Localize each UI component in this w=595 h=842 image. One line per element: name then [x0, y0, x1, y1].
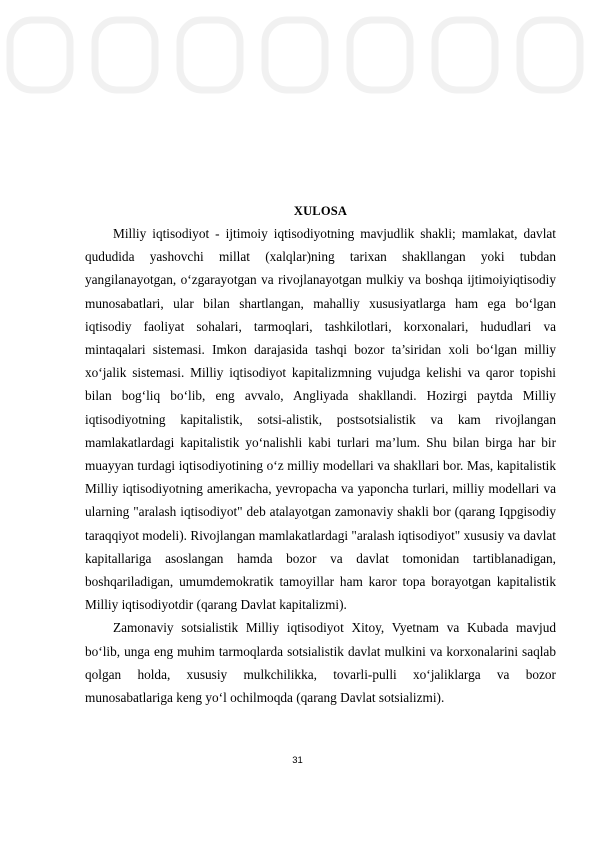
paragraph-1: Milliy iqtisodiyot - ijtimoiy iqtisodiyotning mavjudlik shakli; mamlakat, davlat qududida yashovchi millat (xalqlar)ning tarixan shakllangan yoki tubdan yangilanayotgan, o‘zgarayotgan va rivojlanayotgan mulkiy va boshqa ijtimoiyiqtisodiy munosabatlari, ular bilan shartlangan, mahalliy xususiyatlarga ham ega bo‘lgan iqtisodiy faoliyat sohalari, tarmoqlari, tashkilotlari, korxonalari, hududlari va mintaqalari sistemasi. Imkon darajasida tashqi bozor ta’siridan xoli bo‘lgan milliy xo‘jalik sistemasi. Milliy iqtisodiyot kapitalizmning vujudga kelishi va qaror topishi bilan bog‘liq bo‘lib, eng avvalo, Angliyada shakllandi. Hozirgi paytda Milliy iqtisodiyotning kapitalistik, sotsi-alistik, postsotsialistik va kam rivojlangan mamlakatlardagi kapitalistik yo‘nalishli kabi turlari ma’lum. Shu bilan birga har bir muayyan turdagi iqtisodiyotining o‘z milliy modellari va shakllari bor. Mas, kapitalistik Milliy iqtisodiyotning amerikacha, yevropacha va yaponcha turlari, milliy modellari va ularning "aralash iqtisodiyot" deb atalayotgan zamonaviy shakli bor (qarang Iqpgisodiy taraqqiyot modeli). Rivojlangan mamlakatlardagi "aralash iqtisodiyot" xususiy va davlat kapitallariga asoslangan hamda bozor va davlat tomonidan tartiblanadigan, boshqariladigan, umumdemokratik tamoyillar ham karor topa borayotgan kapitalistik Milliy iqtisodiyotdir (qarang Davlat kapitalizmi).	[85, 226, 556, 613]
page-body	[85, 200, 556, 709]
section-title: XULOSA	[293, 204, 348, 218]
paragraph-2: Zamonaviy sotsialistik Milliy iqtisodiyot Xitoy, Vyetnam va Kubada mavjud bo‘lib, unga eng muhim tarmoqlarda sotsialistik davlat mulkini va korxonalarini saqlab qolgan holda, xususiy mulkchilikka, tovarli-pulli xo‘jaliklarga va bozor munosabatlariga keng yo‘l ochilmoqda (qarang Davlat sotsializmi).	[85, 620, 556, 706]
watermark-pattern	[0, 0, 595, 160]
page-number: 31	[292, 755, 303, 766]
